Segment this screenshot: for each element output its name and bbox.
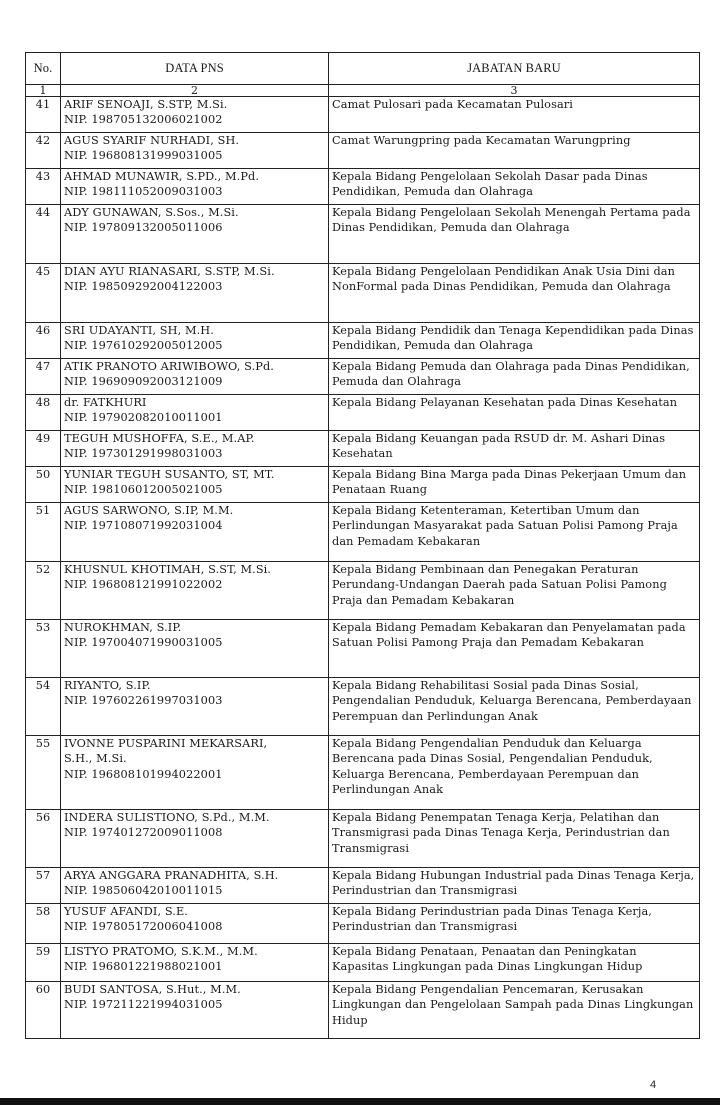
jabatan-baru-cell: Kepala Bidang Pendidik dan Tenaga Kependidikan pada Dinas Pendidikan, Pemuda dan Olahraga bbox=[329, 323, 700, 359]
data-pns-cell bbox=[61, 810, 329, 868]
table-row bbox=[26, 678, 700, 736]
table-row bbox=[26, 205, 700, 264]
table-row bbox=[26, 264, 700, 323]
pns-name: dr. FATKHURI bbox=[64, 396, 147, 409]
row-number: 55 bbox=[26, 736, 61, 810]
pns-name: AHMAD MUNAWIR, S.PD., M.Pd. bbox=[64, 170, 260, 183]
data-pns-cell bbox=[61, 904, 329, 944]
data-pns-cell bbox=[61, 395, 329, 431]
table-row bbox=[26, 904, 700, 944]
pns-nip: NIP. 196808121991022002 bbox=[64, 578, 223, 592]
data-pns-cell bbox=[61, 868, 329, 904]
row-number: 53 bbox=[26, 620, 61, 678]
table-row bbox=[26, 359, 700, 395]
pns-name: KHUSNUL KHOTIMAH, S.ST, M.Si. bbox=[64, 563, 272, 576]
pns-name: TEGUH MUSHOFFA, S.E., M.AP. bbox=[64, 432, 255, 445]
pns-name: INDERA SULISTIONO, S.Pd., M.M. bbox=[64, 811, 270, 824]
row-number: 41 bbox=[26, 97, 61, 133]
jabatan-baru-cell: Kepala Bidang Bina Marga pada Dinas Pekerjaan Umum dan Penataan Ruang bbox=[329, 467, 700, 503]
pns-nip: NIP. 197805172006041008 bbox=[64, 920, 223, 934]
jabatan-baru-cell: Kepala Bidang Pembinaan dan Penegakan Peraturan Perundang-Undangan Daerah pada Satuan Polisi Pamong Praja dan Pemadam Kebakaran bbox=[329, 562, 700, 620]
jabatan-baru-cell: Kepala Bidang Pengendalian Penduduk dan Keluarga Berencana pada Dinas Sosial, Pengendalian Penduduk, Keluarga Berencana, Pemberdayaan Perempuan dan Perlindungan Anak bbox=[329, 736, 700, 810]
jabatan-baru-cell: Kepala Bidang Penataan, Penaatan dan Peningkatan Kapasitas Lingkungan pada Dinas Lingkungan Hidup bbox=[329, 944, 700, 982]
row-number: 57 bbox=[26, 868, 61, 904]
pns-nip: NIP. 197108071992031004 bbox=[64, 519, 223, 533]
table-row bbox=[26, 868, 700, 904]
pns-nip: NIP. 196909092003121009 bbox=[64, 375, 223, 389]
row-number: 60 bbox=[26, 982, 61, 1039]
pns-name: SRI UDAYANTI, SH, M.H. bbox=[64, 324, 214, 337]
table-row bbox=[26, 467, 700, 503]
data-pns-cell bbox=[61, 982, 329, 1039]
header-data-pns: DATA PNS bbox=[61, 53, 329, 85]
pns-name: NUROKHMAN, S.IP. bbox=[64, 621, 182, 634]
column-index-row bbox=[26, 85, 700, 97]
header-no: No. bbox=[26, 53, 61, 85]
table-row bbox=[26, 503, 700, 562]
pns-name-cont: S.H., M.Si. bbox=[64, 752, 127, 766]
pns-name: AGUS SYARIF NURHADI, SH. bbox=[64, 134, 240, 147]
pns-name: ARYA ANGGARA PRANADHITA, S.H. bbox=[64, 869, 279, 882]
pns-name: BUDI SANTOSA, S.Hut., M.M. bbox=[64, 983, 241, 996]
pns-name: IVONNE PUSPARINI MEKARSARI, bbox=[64, 737, 268, 750]
jabatan-baru-cell: Kepala Bidang Pengelolaan Sekolah Dasar pada Dinas Pendidikan, Pemuda dan Olahraga bbox=[329, 169, 700, 205]
header-jabatan-baru: JABATAN BARU bbox=[329, 53, 700, 85]
table-row bbox=[26, 169, 700, 205]
data-pns-cell bbox=[61, 944, 329, 982]
data-pns-cell bbox=[61, 169, 329, 205]
pns-name: DIAN AYU RIANASARI, S.STP, M.Si. bbox=[64, 265, 275, 278]
data-pns-cell bbox=[61, 678, 329, 736]
jabatan-baru-cell: Kepala Bidang Rehabilitasi Sosial pada Dinas Sosial, Pengendalian Penduduk, Keluarga Berencana, Pemberdayaan Perempuan dan Perlindungan Anak bbox=[329, 678, 700, 736]
table-row bbox=[26, 982, 700, 1039]
row-number: 52 bbox=[26, 562, 61, 620]
table-header-row bbox=[26, 53, 700, 85]
jabatan-baru-cell: Kepala Bidang Pengelolaan Sekolah Menengah Pertama pada Dinas Pendidikan, Pemuda dan Olahraga bbox=[329, 205, 700, 264]
table-row bbox=[26, 395, 700, 431]
data-pns-cell bbox=[61, 359, 329, 395]
page-number: 4 bbox=[650, 1079, 657, 1091]
pns-assignment-table bbox=[25, 52, 700, 1039]
data-pns-cell bbox=[61, 97, 329, 133]
pns-nip: NIP. 198506042010011015 bbox=[64, 884, 223, 898]
row-number: 43 bbox=[26, 169, 61, 205]
pns-nip: NIP. 197902082010011001 bbox=[64, 411, 223, 425]
pns-name: AGUS SARWONO, S.IP, M.M. bbox=[64, 504, 234, 517]
pns-nip: NIP. 197809132005011006 bbox=[64, 221, 223, 235]
pns-name: YUNIAR TEGUH SUSANTO, ST, MT. bbox=[64, 468, 275, 481]
index-jabatan-baru: 3 bbox=[329, 85, 700, 97]
table-row bbox=[26, 736, 700, 810]
row-number: 44 bbox=[26, 205, 61, 264]
pns-name: ATIK PRANOTO ARIWIBOWO, S.Pd. bbox=[64, 360, 274, 373]
table-row bbox=[26, 620, 700, 678]
row-number: 47 bbox=[26, 359, 61, 395]
row-number: 42 bbox=[26, 133, 61, 169]
row-number: 51 bbox=[26, 503, 61, 562]
row-number: 49 bbox=[26, 431, 61, 467]
pns-nip: NIP. 198111052009031003 bbox=[64, 185, 223, 199]
jabatan-baru-cell: Kepala Bidang Penempatan Tenaga Kerja, Pelatihan dan Transmigrasi pada Dinas Tenaga Kerja, Perindustrian dan Transmigrasi bbox=[329, 810, 700, 868]
pns-name: YUSUF AFANDI, S.E. bbox=[64, 905, 188, 918]
row-number: 45 bbox=[26, 264, 61, 323]
jabatan-baru-cell: Kepala Bidang Ketenteraman, Ketertiban Umum dan Perlindungan Masyarakat pada Satuan Polisi Pamong Praja dan Pemadam Kebakaran bbox=[329, 503, 700, 562]
row-number: 56 bbox=[26, 810, 61, 868]
data-pns-cell bbox=[61, 264, 329, 323]
jabatan-baru-cell: Kepala Bidang Pemadam Kebakaran dan Penyelamatan pada Satuan Polisi Pamong Praja dan Pemadam Kebakaran bbox=[329, 620, 700, 678]
jabatan-baru-cell: Camat Warungpring pada Kecamatan Warungpring bbox=[329, 133, 700, 169]
index-no: 1 bbox=[26, 85, 61, 97]
row-number: 54 bbox=[26, 678, 61, 736]
pns-name: ADY GUNAWAN, S.Sos., M.Si. bbox=[64, 206, 239, 219]
row-number: 58 bbox=[26, 904, 61, 944]
pns-nip: NIP. 197004071990031005 bbox=[64, 636, 223, 650]
jabatan-baru-cell: Kepala Bidang Hubungan Industrial pada Dinas Tenaga Kerja, Perindustrian dan Transmigrasi bbox=[329, 868, 700, 904]
jabatan-baru-cell: Kepala Bidang Pelayanan Kesehatan pada Dinas Kesehatan bbox=[329, 395, 700, 431]
table-body bbox=[26, 97, 700, 1039]
pns-name: LISTYO PRATOMO, S.K.M., M.M. bbox=[64, 945, 258, 958]
jabatan-baru-cell: Kepala Bidang Pengendalian Pencemaran, Kerusakan Lingkungan dan Pengelolaan Sampah pada Dinas Lingkungan Hidup bbox=[329, 982, 700, 1039]
row-number: 59 bbox=[26, 944, 61, 982]
jabatan-baru-cell: Kepala Bidang Pemuda dan Olahraga pada Dinas Pendidikan, Pemuda dan Olahraga bbox=[329, 359, 700, 395]
pns-nip: NIP. 197610292005012005 bbox=[64, 339, 223, 353]
pns-nip: NIP. 198509292004122003 bbox=[64, 280, 223, 294]
jabatan-baru-cell: Kepala Bidang Keuangan pada RSUD dr. M. Ashari Dinas Kesehatan bbox=[329, 431, 700, 467]
data-pns-cell bbox=[61, 431, 329, 467]
pns-nip: NIP. 196808131999031005 bbox=[64, 149, 223, 163]
index-data-pns: 2 bbox=[61, 85, 329, 97]
data-pns-cell bbox=[61, 503, 329, 562]
data-pns-cell bbox=[61, 467, 329, 503]
table-row bbox=[26, 562, 700, 620]
row-number: 50 bbox=[26, 467, 61, 503]
bottom-edge-bar bbox=[0, 1098, 720, 1105]
row-number: 48 bbox=[26, 395, 61, 431]
data-pns-cell bbox=[61, 323, 329, 359]
pns-name: ARIF SENOAJI, S.STP, M.Si. bbox=[64, 98, 228, 111]
jabatan-baru-cell: Kepala Bidang Pengelolaan Pendidikan Anak Usia Dini dan NonFormal pada Dinas Pendidikan, Pemuda dan Olahraga bbox=[329, 264, 700, 323]
table-row bbox=[26, 97, 700, 133]
pns-nip: NIP. 196808101994022001 bbox=[64, 767, 223, 781]
pns-nip: NIP. 198106012005021005 bbox=[64, 483, 223, 497]
pns-nip: NIP. 196801221988021001 bbox=[64, 960, 223, 974]
table-row bbox=[26, 323, 700, 359]
data-pns-cell bbox=[61, 736, 329, 810]
table-row bbox=[26, 810, 700, 868]
jabatan-baru-cell: Kepala Bidang Perindustrian pada Dinas Tenaga Kerja, Perindustrian dan Transmigrasi bbox=[329, 904, 700, 944]
jabatan-baru-cell: Camat Pulosari pada Kecamatan Pulosari bbox=[329, 97, 700, 133]
data-pns-cell bbox=[61, 133, 329, 169]
pns-name: RIYANTO, S.IP. bbox=[64, 679, 151, 692]
pns-nip: NIP. 197211221994031005 bbox=[64, 998, 223, 1012]
data-pns-cell bbox=[61, 205, 329, 264]
table-row bbox=[26, 133, 700, 169]
data-pns-cell bbox=[61, 562, 329, 620]
pns-nip: NIP. 197301291998031003 bbox=[64, 447, 223, 461]
pns-nip: NIP. 197401272009011008 bbox=[64, 826, 223, 840]
table-row bbox=[26, 944, 700, 982]
pns-nip: NIP. 198705132006021002 bbox=[64, 113, 223, 127]
table-row bbox=[26, 431, 700, 467]
pns-nip: NIP. 197602261997031003 bbox=[64, 694, 223, 708]
row-number: 46 bbox=[26, 323, 61, 359]
data-pns-cell bbox=[61, 620, 329, 678]
